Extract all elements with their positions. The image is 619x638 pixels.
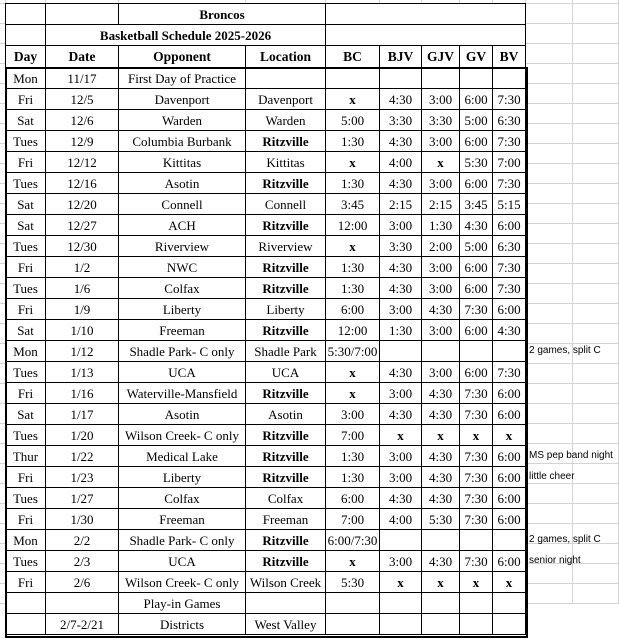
cell-location: Ritzville: [246, 278, 326, 299]
cell-date: 1/6: [46, 278, 119, 299]
cell-date: 2/7-2/21: [46, 614, 119, 635]
cell-gjv: x: [422, 152, 460, 173]
cell-location: [246, 593, 326, 614]
cell-day: Fri: [6, 89, 46, 110]
cell-bc: 1:30: [326, 131, 380, 152]
cell-opponent: UCA: [119, 551, 246, 572]
column-header-date: Date: [46, 46, 119, 68]
table-row[interactable]: [6, 509, 526, 530]
cell-bv: 6:00: [493, 383, 526, 404]
table-row[interactable]: [6, 488, 526, 509]
cell-date: 1/22: [46, 446, 119, 467]
cell-bjv: 3:00: [380, 551, 422, 572]
table-row[interactable]: [6, 530, 526, 551]
cell-opponent: Davenport: [119, 89, 246, 110]
cell-location: UCA: [246, 362, 326, 383]
cell-bv: x: [493, 425, 526, 446]
cell-location: Freeman: [246, 509, 326, 530]
cell-day: Tues: [6, 425, 46, 446]
cell-opponent: Asotin: [119, 404, 246, 425]
cell-gjv: 2:00: [422, 236, 460, 257]
cell-day: Fri: [6, 383, 46, 404]
cell-bc: [326, 614, 380, 635]
cell-bv: [493, 68, 526, 89]
column-header-day: Day: [6, 46, 46, 68]
cell-bc: 7:00: [326, 509, 380, 530]
cell-gjv: 4:30: [422, 488, 460, 509]
cell-bc: 1:30: [326, 278, 380, 299]
cell-gv: 7:30: [460, 383, 493, 404]
cell-gv: 7:30: [460, 488, 493, 509]
cell-gv: 5:00: [460, 110, 493, 131]
title-row-2: [6, 25, 526, 46]
cell-bjv: 2:15: [380, 194, 422, 215]
cell-gv: [460, 341, 493, 362]
cell-date: 12/27: [46, 215, 119, 236]
cell-gv: 4:30: [460, 215, 493, 236]
cell-date: 1/30: [46, 509, 119, 530]
cell-gv: [460, 68, 493, 89]
cell-bv: x: [493, 572, 526, 593]
cell-bv: 6:00: [493, 404, 526, 425]
cell-location: Kittitas: [246, 152, 326, 173]
table-row[interactable]: [6, 446, 526, 467]
cell-day: [6, 593, 46, 614]
cell-date: [46, 593, 119, 614]
cell-opponent: NWC: [119, 257, 246, 278]
cell-bc: x: [326, 152, 380, 173]
cell-day: Sat: [6, 215, 46, 236]
cell-bc: 6:00: [326, 488, 380, 509]
cell-opponent: Connell: [119, 194, 246, 215]
cell-bc: 6:00: [326, 299, 380, 320]
cell-gv: 7:30: [460, 551, 493, 572]
cell-gjv: 4:30: [422, 299, 460, 320]
cell-gjv: 1:30: [422, 215, 460, 236]
cell-opponent: Shadle Park- C only: [119, 341, 246, 362]
cell-gjv: 3:00: [422, 131, 460, 152]
cell-bjv: 3:30: [380, 110, 422, 131]
cell-bc: [326, 68, 380, 89]
cell-bc: 12:00: [326, 215, 380, 236]
cell-gjv: 3:00: [422, 257, 460, 278]
cell-date: 1/10: [46, 320, 119, 341]
cell-opponent: Shadle Park- C only: [119, 530, 246, 551]
table-row[interactable]: [6, 68, 526, 89]
cell-gjv: 3:30: [422, 110, 460, 131]
cell-day: Tues: [6, 278, 46, 299]
cell-bv: [493, 593, 526, 614]
cell-bv: [493, 341, 526, 362]
cell-date: 12/9: [46, 131, 119, 152]
cell-opponent: Districts: [119, 614, 246, 635]
table-row[interactable]: [6, 572, 526, 593]
cell-gv: 6:00: [460, 278, 493, 299]
cell-gjv: 3:00: [422, 278, 460, 299]
column-header-bjv: BJV: [380, 46, 422, 68]
cell-opponent: Wilson Creek- C only: [119, 572, 246, 593]
cell-location: [246, 68, 326, 89]
cell-gjv: 2:15: [422, 194, 460, 215]
title-spacer-2: [46, 4, 119, 25]
cell-bjv: 4:30: [380, 488, 422, 509]
cell-location: Ritzville: [246, 215, 326, 236]
cell-location: Wilson Creek: [246, 572, 326, 593]
cell-day: Fri: [6, 572, 46, 593]
cell-gv: 7:30: [460, 467, 493, 488]
table-row[interactable]: [6, 89, 526, 110]
table-header-row: [6, 46, 526, 68]
cell-gjv: 3:00: [422, 173, 460, 194]
cell-bc: 3:45: [326, 194, 380, 215]
cell-day: Sat: [6, 194, 46, 215]
row-note: senior night: [529, 555, 581, 566]
cell-day: Tues: [6, 236, 46, 257]
table-row[interactable]: [6, 614, 526, 635]
cell-bjv: 4:30: [380, 89, 422, 110]
table-row[interactable]: [6, 194, 526, 215]
row-note: 2 games, split C: [529, 345, 601, 356]
cell-bv: 6:00: [493, 299, 526, 320]
cell-bjv: 3:00: [380, 383, 422, 404]
table-row[interactable]: [6, 362, 526, 383]
cell-gjv: [422, 614, 460, 635]
cell-gjv: 5:30: [422, 509, 460, 530]
table-row[interactable]: [6, 152, 526, 173]
cell-day: Mon: [6, 68, 46, 89]
table-row[interactable]: [6, 320, 526, 341]
cell-gjv: [422, 68, 460, 89]
table-row[interactable]: [6, 425, 526, 446]
cell-gv: 6:00: [460, 89, 493, 110]
cell-gv: 7:30: [460, 446, 493, 467]
cell-opponent: Freeman: [119, 509, 246, 530]
table-row[interactable]: [6, 236, 526, 257]
cell-gjv: 3:00: [422, 320, 460, 341]
cell-day: [6, 614, 46, 635]
cell-bjv: 3:00: [380, 446, 422, 467]
title-spacer-4: [6, 25, 46, 46]
cell-opponent: Play-in Games: [119, 593, 246, 614]
cell-bjv: 3:00: [380, 467, 422, 488]
cell-opponent: Medical Lake: [119, 446, 246, 467]
column-header-bv: BV: [493, 46, 526, 68]
cell-bjv: 4:30: [380, 362, 422, 383]
cell-gv: x: [460, 572, 493, 593]
cell-bjv: 4:00: [380, 152, 422, 173]
table-row[interactable]: [6, 551, 526, 572]
cell-bv: 7:30: [493, 257, 526, 278]
cell-date: 2/3: [46, 551, 119, 572]
cell-bjv: 1:30: [380, 320, 422, 341]
cell-opponent: Riverview: [119, 236, 246, 257]
row-note: 2 games, split C: [529, 534, 601, 545]
cell-day: Fri: [6, 467, 46, 488]
cell-bjv: 3:30: [380, 236, 422, 257]
cell-bv: 7:30: [493, 278, 526, 299]
cell-bc: 1:30: [326, 257, 380, 278]
cell-bv: 7:00: [493, 152, 526, 173]
cell-gv: 6:00: [460, 173, 493, 194]
cell-gv: 7:30: [460, 509, 493, 530]
cell-date: 1/23: [46, 467, 119, 488]
table-row[interactable]: [6, 215, 526, 236]
cell-opponent: Waterville-Mansfield: [119, 383, 246, 404]
cell-day: Fri: [6, 299, 46, 320]
cell-bv: 6:00: [493, 467, 526, 488]
cell-opponent: UCA: [119, 362, 246, 383]
cell-gjv: 3:00: [422, 89, 460, 110]
cell-location: Ritzville: [246, 551, 326, 572]
cell-day: Tues: [6, 173, 46, 194]
cell-bc: 1:30: [326, 446, 380, 467]
cell-bv: 6:30: [493, 236, 526, 257]
cell-location: Connell: [246, 194, 326, 215]
cell-gv: 7:30: [460, 299, 493, 320]
cell-opponent: Liberty: [119, 467, 246, 488]
table-row[interactable]: [6, 110, 526, 131]
cell-date: 1/20: [46, 425, 119, 446]
cell-location: Ritzville: [246, 173, 326, 194]
cell-gv: 6:00: [460, 320, 493, 341]
table-row[interactable]: [6, 593, 526, 614]
cell-day: Sat: [6, 110, 46, 131]
cell-bv: 7:30: [493, 131, 526, 152]
cell-date: 12/5: [46, 89, 119, 110]
cell-bjv: [380, 68, 422, 89]
cell-bjv: 4:30: [380, 173, 422, 194]
title-spacer-1: [6, 4, 46, 25]
table-row[interactable]: [6, 467, 526, 488]
table-row[interactable]: [6, 131, 526, 152]
cell-date: 12/16: [46, 173, 119, 194]
cell-location: Ritzville: [246, 383, 326, 404]
table-row[interactable]: [6, 278, 526, 299]
table-row[interactable]: [6, 341, 526, 362]
cell-bjv: x: [380, 425, 422, 446]
cell-location: Ritzville: [246, 257, 326, 278]
cell-bjv: 4:30: [380, 257, 422, 278]
cell-gjv: [422, 341, 460, 362]
cell-date: 1/12: [46, 341, 119, 362]
cell-bjv: 4:30: [380, 404, 422, 425]
cell-bjv: [380, 593, 422, 614]
cell-bv: [493, 530, 526, 551]
cell-location: Ritzville: [246, 446, 326, 467]
cell-bv: 7:30: [493, 173, 526, 194]
cell-gjv: 4:30: [422, 551, 460, 572]
cell-bc: 1:30: [326, 467, 380, 488]
cell-date: 1/13: [46, 362, 119, 383]
cell-opponent: Colfax: [119, 488, 246, 509]
cell-date: 12/6: [46, 110, 119, 131]
cell-opponent: Freeman: [119, 320, 246, 341]
cell-location: Warden: [246, 110, 326, 131]
cell-bv: 5:15: [493, 194, 526, 215]
table-row[interactable]: [6, 257, 526, 278]
cell-bjv: [380, 530, 422, 551]
cell-gjv: 4:30: [422, 467, 460, 488]
cell-bc: x: [326, 89, 380, 110]
column-header-bc: BC: [326, 46, 380, 68]
cell-opponent: Wilson Creek- C only: [119, 425, 246, 446]
cell-location: Asotin: [246, 404, 326, 425]
cell-date: 1/27: [46, 488, 119, 509]
cell-bc: [326, 593, 380, 614]
cell-date: 2/6: [46, 572, 119, 593]
cell-gv: 6:00: [460, 362, 493, 383]
cell-gv: 7:30: [460, 404, 493, 425]
cell-bc: 12:00: [326, 320, 380, 341]
cell-day: Mon: [6, 530, 46, 551]
cell-gjv: 3:00: [422, 362, 460, 383]
cell-date: 2/2: [46, 530, 119, 551]
cell-opponent: Liberty: [119, 299, 246, 320]
cell-bc: 3:00: [326, 404, 380, 425]
cell-bv: 6:00: [493, 215, 526, 236]
cell-opponent: ACH: [119, 215, 246, 236]
cell-bc: x: [326, 383, 380, 404]
cell-gjv: 4:30: [422, 383, 460, 404]
cell-day: Tues: [6, 551, 46, 572]
cell-gjv: x: [422, 425, 460, 446]
cell-bjv: 3:00: [380, 299, 422, 320]
cell-date: 12/30: [46, 236, 119, 257]
cell-bc: x: [326, 362, 380, 383]
cell-location: Ritzville: [246, 320, 326, 341]
cell-day: Thur: [6, 446, 46, 467]
column-header-gv: GV: [460, 46, 493, 68]
cell-bv: 4:30: [493, 320, 526, 341]
cell-gv: 5:30: [460, 152, 493, 173]
cell-date: 1/9: [46, 299, 119, 320]
cell-bjv: 4:00: [380, 509, 422, 530]
table-row[interactable]: [6, 173, 526, 194]
cell-bv: 6:00: [493, 551, 526, 572]
column-header-location: Location: [246, 46, 326, 68]
cell-gjv: 4:30: [422, 404, 460, 425]
cell-location: Liberty: [246, 299, 326, 320]
table-row[interactable]: [6, 383, 526, 404]
page-title-line2: Basketball Schedule 2025-2026: [46, 25, 326, 46]
cell-gv: [460, 593, 493, 614]
cell-gv: 5:00: [460, 236, 493, 257]
cell-bv: 6:00: [493, 446, 526, 467]
column-header-opponent: Opponent: [119, 46, 246, 68]
cell-location: Shadle Park: [246, 341, 326, 362]
cell-gjv: [422, 530, 460, 551]
cell-bv: 6:30: [493, 110, 526, 131]
cell-bjv: 3:00: [380, 215, 422, 236]
cell-bjv: 4:30: [380, 278, 422, 299]
cell-opponent: Warden: [119, 110, 246, 131]
cell-gjv: x: [422, 572, 460, 593]
cell-bv: [493, 614, 526, 635]
cell-date: 11/17: [46, 68, 119, 89]
cell-bjv: [380, 614, 422, 635]
row-note: MS pep band night: [529, 450, 613, 461]
title-spacer-5: [326, 25, 526, 46]
schedule-table: [5, 3, 526, 635]
cell-opponent: Colfax: [119, 278, 246, 299]
cell-bjv: 4:30: [380, 131, 422, 152]
cell-location: Ritzville: [246, 131, 326, 152]
page-title-line1: Broncos: [119, 4, 326, 25]
cell-day: Tues: [6, 131, 46, 152]
cell-day: Fri: [6, 509, 46, 530]
cell-location: Ritzville: [246, 425, 326, 446]
cell-location: Davenport: [246, 89, 326, 110]
cell-location: Colfax: [246, 488, 326, 509]
cell-gjv: 4:30: [422, 446, 460, 467]
cell-opponent: Columbia Burbank: [119, 131, 246, 152]
cell-bv: 6:00: [493, 509, 526, 530]
cell-day: Fri: [6, 257, 46, 278]
column-header-gjv: GJV: [422, 46, 460, 68]
cell-bc: x: [326, 551, 380, 572]
cell-gv: 6:00: [460, 257, 493, 278]
cell-gv: [460, 530, 493, 551]
cell-date: 12/12: [46, 152, 119, 173]
cell-gv: 3:45: [460, 194, 493, 215]
cell-location: Ritzville: [246, 530, 326, 551]
table-row[interactable]: [6, 404, 526, 425]
cell-bv: 7:30: [493, 362, 526, 383]
cell-gjv: [422, 593, 460, 614]
cell-bc: 6:00/7:30: [326, 530, 380, 551]
cell-opponent: Kittitas: [119, 152, 246, 173]
cell-bv: 6:00: [493, 488, 526, 509]
cell-bc: x: [326, 236, 380, 257]
cell-bjv: [380, 341, 422, 362]
cell-day: Tues: [6, 488, 46, 509]
cell-bc: 5:00: [326, 110, 380, 131]
cell-day: Tues: [6, 362, 46, 383]
cell-gv: 6:00: [460, 131, 493, 152]
cell-bjv: x: [380, 572, 422, 593]
cell-date: 1/17: [46, 404, 119, 425]
cell-date: 1/2: [46, 257, 119, 278]
cell-gv: [460, 614, 493, 635]
cell-date: 1/16: [46, 383, 119, 404]
cell-location: West Valley: [246, 614, 326, 635]
table-row[interactable]: [6, 299, 526, 320]
cell-bv: 7:30: [493, 89, 526, 110]
cell-opponent: First Day of Practice: [119, 68, 246, 89]
cell-bc: 7:00: [326, 425, 380, 446]
title-row-1: [6, 4, 526, 25]
cell-day: Fri: [6, 152, 46, 173]
cell-bc: 1:30: [326, 173, 380, 194]
cell-gv: x: [460, 425, 493, 446]
cell-bc: 5:30: [326, 572, 380, 593]
title-spacer-3: [326, 4, 526, 25]
cell-opponent: Asotin: [119, 173, 246, 194]
cell-bc: 5:30/7:00: [326, 341, 380, 362]
cell-date: 12/20: [46, 194, 119, 215]
cell-location: Riverview: [246, 236, 326, 257]
cell-location: Ritzville: [246, 467, 326, 488]
cell-day: Sat: [6, 404, 46, 425]
cell-day: Mon: [6, 341, 46, 362]
row-note: little cheer: [529, 471, 575, 482]
cell-day: Sat: [6, 320, 46, 341]
